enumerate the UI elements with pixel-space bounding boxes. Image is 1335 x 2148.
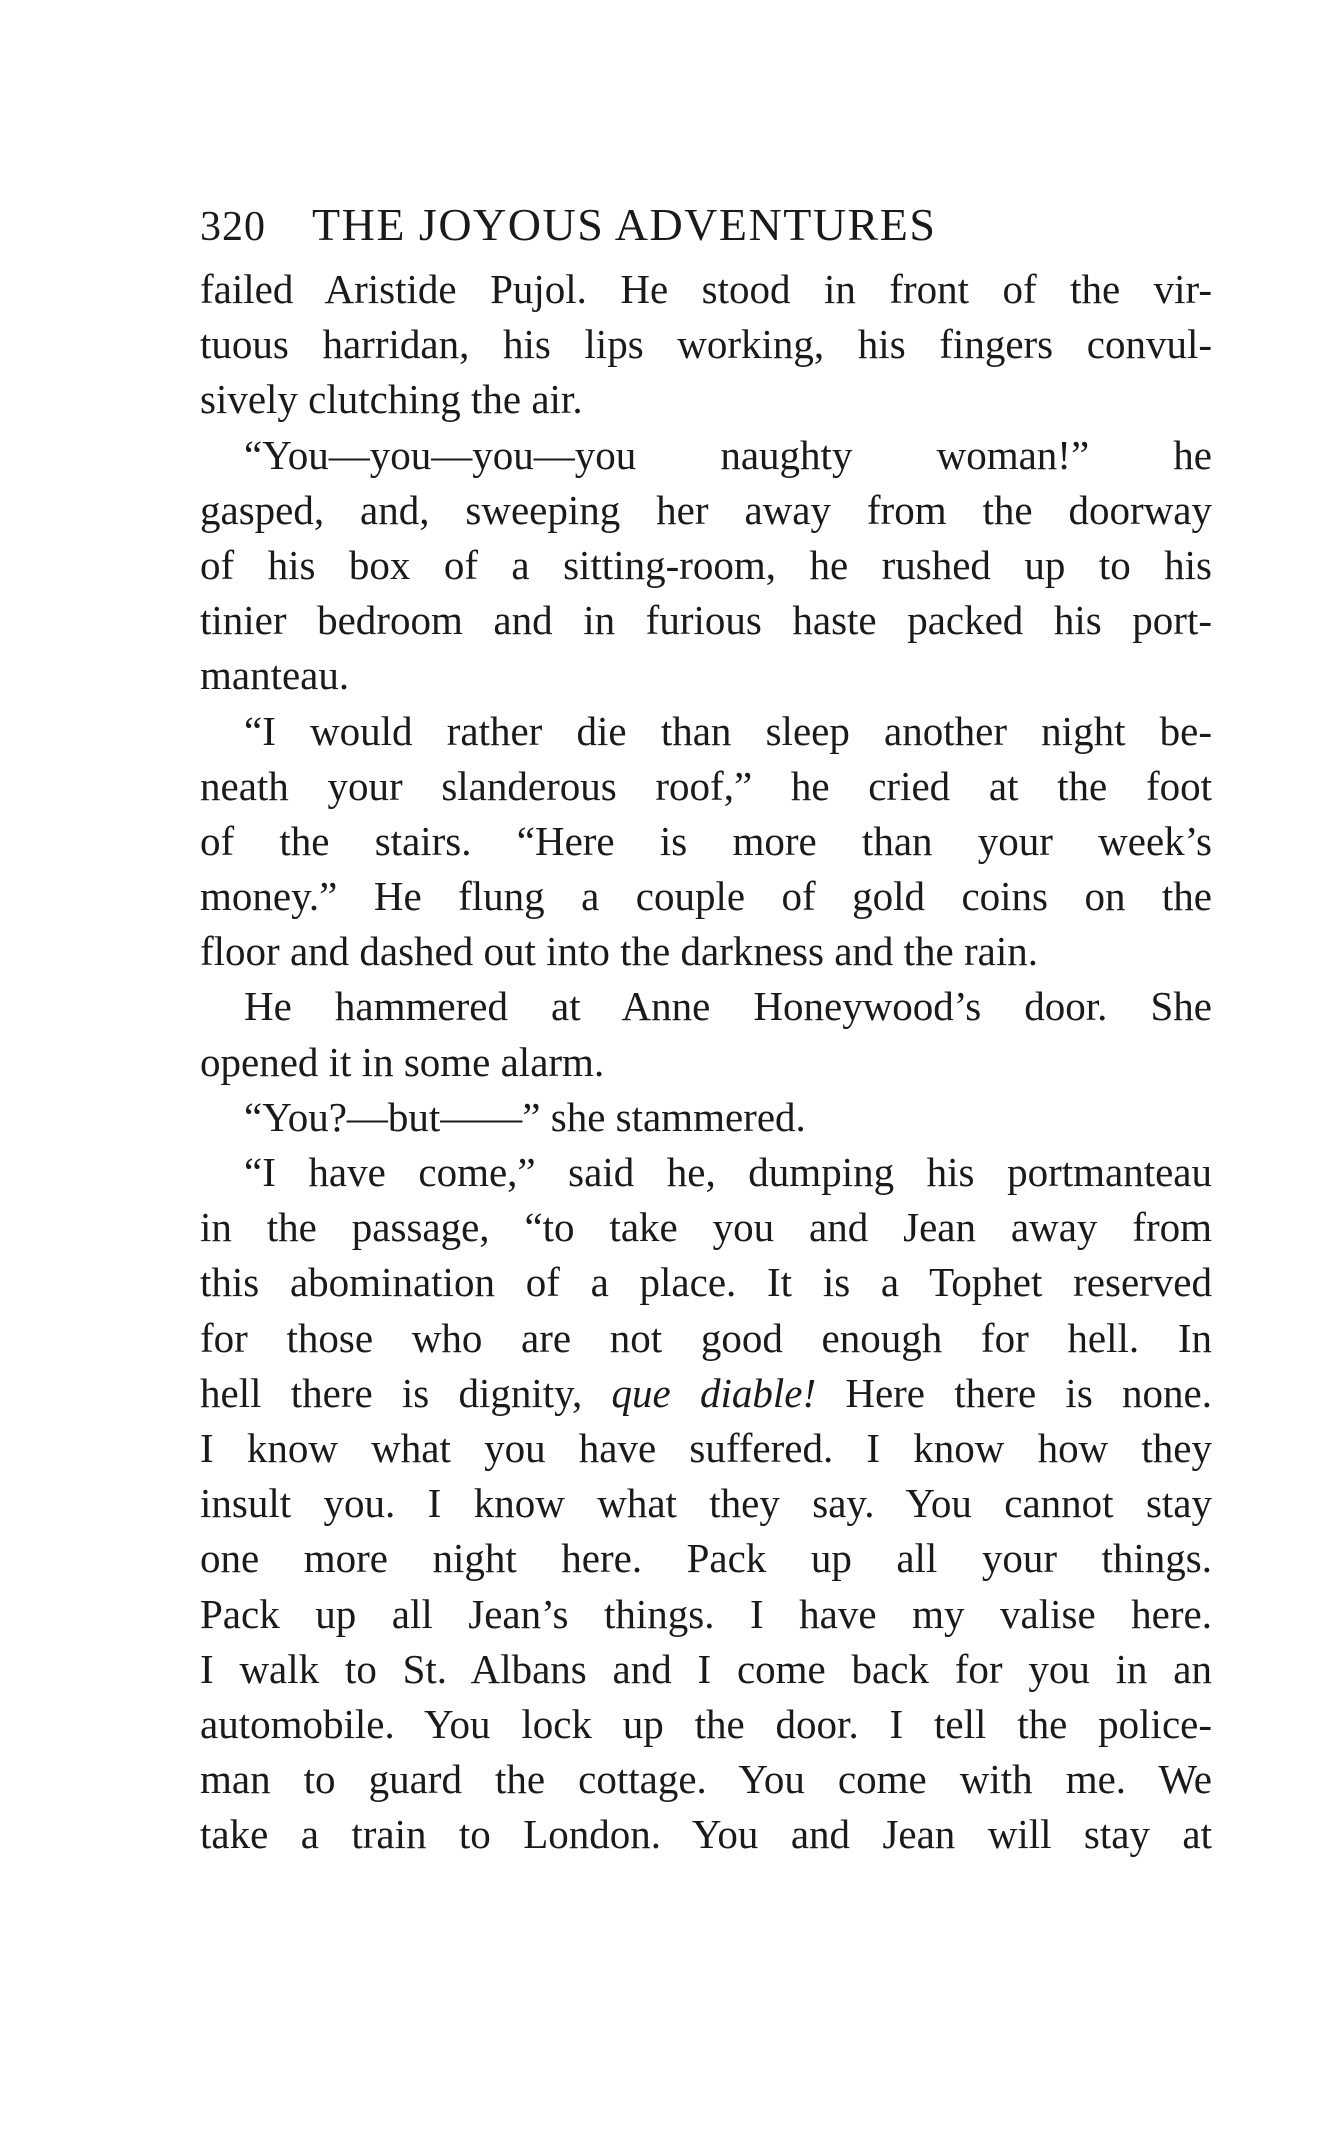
- text-line: tuous harridan, his lips working, his fingers convul-: [200, 321, 1212, 368]
- text-line: I know what you have suffered. I know how they: [200, 1424, 1212, 1471]
- text-line: gasped, and, sweeping her away from the doorway: [200, 486, 1212, 533]
- text-run: Here there is none.: [816, 1369, 1212, 1416]
- text-line: of the stairs. “Here is more than your week’s: [200, 817, 1212, 864]
- text-line: He hammered at Anne Honeywood’s door. She: [244, 983, 1212, 1030]
- text-line: “You—you—you—you naughty woman!” he: [244, 431, 1212, 478]
- text-line: sively clutching the air.: [200, 376, 583, 423]
- book-page: [200, 196, 1212, 1862]
- running-head: [200, 196, 1212, 254]
- text-line: automobile. You lock up the door. I tell the police-: [200, 1700, 1212, 1747]
- text-line: take a train to London. You and Jean will stay at: [200, 1811, 1212, 1858]
- text-line: neath your slanderous roof,” he cried at the foot: [200, 762, 1212, 809]
- text-line: one more night here. Pack up all your things.: [200, 1535, 1212, 1582]
- running-title: THE JOYOUS ADVENTURES: [312, 199, 937, 250]
- text-line: manteau.: [200, 652, 350, 699]
- text-line: “You?—but——” she stammered.: [244, 1093, 806, 1140]
- text-line: failed Aristide Pujol. He stood in front of the vir-: [200, 266, 1212, 312]
- italic-phrase: que diable!: [611, 1369, 817, 1416]
- text-line: floor and dashed out into the darkness and the rain.: [200, 928, 1038, 975]
- text-line: opened it in some alarm.: [200, 1038, 605, 1085]
- text-line: man to guard the cottage. You come with me. We: [200, 1756, 1212, 1803]
- text-run: hell there is dignity,: [200, 1369, 612, 1416]
- text-line: “I would rather die than sleep another night be-: [244, 707, 1212, 754]
- text-line: Pack up all Jean’s things. I have my valise here.: [200, 1590, 1212, 1637]
- text-line: insult you. I know what they say. You cannot stay: [200, 1480, 1212, 1527]
- body-text: [200, 262, 1212, 1862]
- text-line: this abomination of a place. It is a Tophet reserved: [200, 1259, 1212, 1306]
- text-line: for those who are not good enough for hell. In: [200, 1314, 1212, 1361]
- page-number: 320: [200, 204, 266, 250]
- text-line: of his box of a sitting-room, he rushed up to his: [200, 541, 1212, 588]
- text-line: “I have come,” said he, dumping his portmanteau: [244, 1149, 1212, 1195]
- text-line: in the passage, “to take you and Jean away from: [200, 1204, 1212, 1251]
- text-line: [200, 1366, 1212, 1421]
- text-line: tinier bedroom and in furious haste packed his port-: [200, 597, 1212, 644]
- text-line: I walk to St. Albans and I come back for you in an: [200, 1645, 1212, 1692]
- text-line: money.” He flung a couple of gold coins on the: [200, 873, 1212, 920]
